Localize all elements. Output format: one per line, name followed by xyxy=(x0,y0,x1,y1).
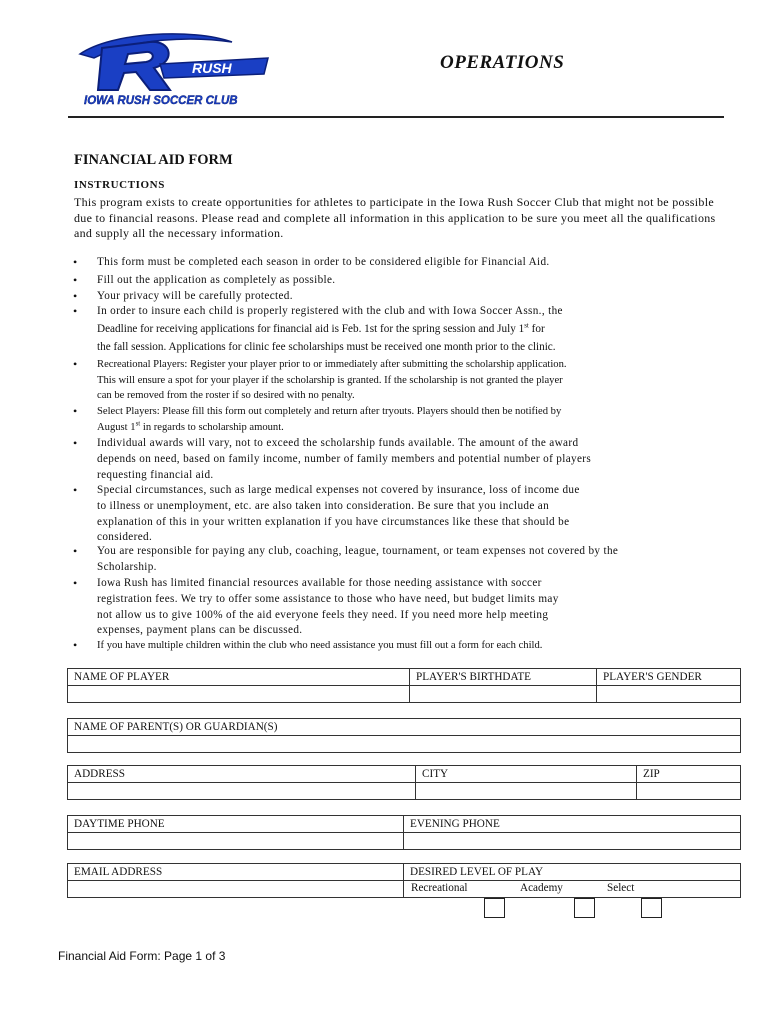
instructions-intro: This program exists to create opportunities for athletes to participate in the Iowa Rush Soccer Club that might not be possible due to financial reasons. Please read and complete all information in this application to be sure you meet all the qualifications and supply all the necessary information. xyxy=(74,195,716,240)
evening-phone-field[interactable] xyxy=(403,832,741,850)
player-birthdate-label: PLAYER'S BIRTHDATE xyxy=(409,668,597,686)
bullet-icon: • xyxy=(73,404,78,418)
bullet-icon: • xyxy=(73,576,78,590)
select-checkbox[interactable] xyxy=(641,898,662,918)
zip-field[interactable] xyxy=(636,782,741,800)
city-label: CITY xyxy=(415,765,637,783)
form-title: FINANCIAL AID FORM xyxy=(74,152,233,168)
bullet-icon: • xyxy=(73,289,78,303)
daytime-phone-field[interactable] xyxy=(67,832,404,850)
list-item: • Fill out the application as completely as possible. xyxy=(73,273,336,287)
player-birthdate-field[interactable] xyxy=(409,685,597,703)
bullet-icon: • xyxy=(73,544,78,558)
list-item: • In order to insure each child is properly registered with the club and with Iowa Soccer Assn., the Deadline for receiving applications for financial aid is Feb. 1st for the spring session and July 1st for the fall session. Applications for clinic fee scholarships must be received one month prior to the clinic. xyxy=(73,304,563,353)
header-divider xyxy=(68,116,724,118)
level-of-play-label: DESIRED LEVEL OF PLAY xyxy=(403,863,741,881)
bullet-icon: • xyxy=(73,255,78,269)
section-title: OPERATIONS xyxy=(440,52,565,73)
list-item: • Your privacy will be carefully protected. xyxy=(73,289,293,303)
list-item: • Iowa Rush has limited financial resources available for those needing assistance with soccer registration fees. We try to offer some assistance to those who have need, but budget limits may not allow us to give 100% of the aid everyone feels they need. If you need more help meeting expenses, payment plans can be discussed. xyxy=(73,576,559,637)
bullet-icon: • xyxy=(73,638,78,652)
daytime-phone-label: DAYTIME PHONE xyxy=(67,815,404,833)
list-item: • Individual awards will vary, not to exceed the scholarship funds available. The amount of the award depends on need, based on family income, number of family members and potential number of players requesting financial aid. xyxy=(73,436,592,481)
address-label: ADDRESS xyxy=(67,765,416,783)
list-item: • Recreational Players: Register your player prior to or immediately after submitting the scholarship application. This will ensure a spot for your player if the scholarship is granted. If the scholarship is not granted the player can be removed from the roster if so desired with no penalty. xyxy=(73,357,567,401)
player-name-label: NAME OF PLAYER xyxy=(67,668,410,686)
level-option-select-label: Select xyxy=(607,882,635,894)
bullet-icon: • xyxy=(73,357,78,371)
email-field[interactable] xyxy=(67,880,404,898)
iowa-rush-logo xyxy=(72,28,272,108)
evening-phone-label: EVENING PHONE xyxy=(403,815,741,833)
instructions-heading: INSTRUCTIONS xyxy=(74,179,165,191)
zip-label: ZIP xyxy=(636,765,741,783)
list-item: • If you have multiple children within the club who need assistance you must fill out a form for each child. xyxy=(73,638,543,652)
email-label: EMAIL ADDRESS xyxy=(67,863,404,881)
bullet-icon: • xyxy=(73,304,78,318)
player-gender-field[interactable] xyxy=(596,685,741,703)
parent-name-field[interactable] xyxy=(67,735,741,753)
logo-club-name: IOWA RUSH SOCCER CLUB xyxy=(84,95,238,107)
player-gender-label: PLAYER'S GENDER xyxy=(596,668,741,686)
page-footer: Financial Aid Form: Page 1 of 3 xyxy=(58,949,226,963)
recreational-checkbox[interactable] xyxy=(484,898,505,918)
parent-name-label: NAME OF PARENT(S) OR GUARDIAN(S) xyxy=(67,718,741,736)
address-field[interactable] xyxy=(67,782,416,800)
level-option-academy-label: Academy xyxy=(520,882,563,894)
bullet-icon: • xyxy=(73,436,78,450)
level-option-recreational-label: Recreational xyxy=(411,882,468,894)
city-field[interactable] xyxy=(415,782,637,800)
list-item: • Select Players: Please fill this form out completely and return after tryouts. Players should then be notified by August 1st in regards to scholarship amount. xyxy=(73,404,562,433)
list-item: • This form must be completed each season in order to be considered eligible for Financial Aid. xyxy=(73,255,550,269)
academy-checkbox[interactable] xyxy=(574,898,595,918)
logo-wordmark: RUSH xyxy=(192,60,232,76)
player-name-field[interactable] xyxy=(67,685,410,703)
list-item: • Special circumstances, such as large medical expenses not covered by insurance, loss of income due to illness or unemployment, etc. are also taken into consideration. Be sure that you include an explanation of this in your written explanation if you have circumstances like these that should be considered. xyxy=(73,483,580,544)
bullet-icon: • xyxy=(73,273,78,287)
list-item: • You are responsible for paying any club, coaching, league, tournament, or team expenses not covered by the Scholarship. xyxy=(73,544,619,573)
bullet-icon: • xyxy=(73,483,78,497)
